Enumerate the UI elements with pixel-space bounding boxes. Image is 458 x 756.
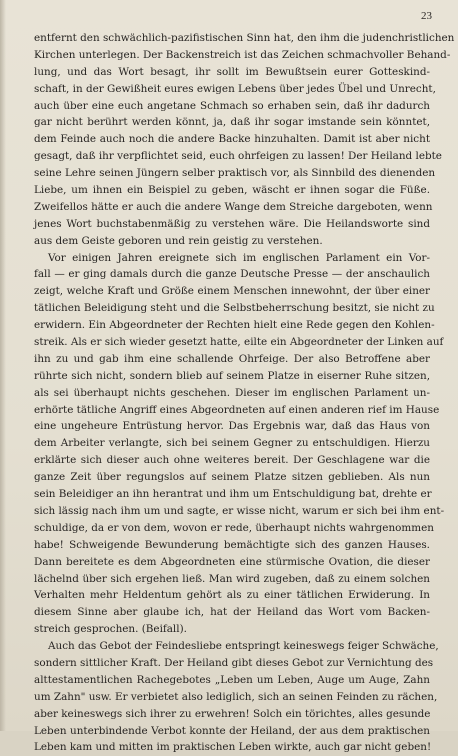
text-line: entfernt den schwächlich-pazifistischen Sinn hat, den ihm die judenchristlichen (34, 32, 455, 44)
text-line: schuldige, da er von dem, wovon er rede, überhaupt nichts wahrgenommen (34, 521, 434, 534)
text-line: rührte sich nicht, sondern blieb auf seinem Platze in eiserner Ruhe sitzen, (34, 369, 430, 382)
text-line: erhörte tätliche Angriff eines Abgeordneten auf einen anderen rief im Hause (34, 403, 440, 416)
text-line: sondern sittlicher Kraft. Der Heiland gibt dieses Gebot zur Vernichtung des (34, 656, 434, 669)
paragraph (34, 250, 445, 638)
text-line: Leben unterbindende Verbot konnte der Heiland, der aus dem praktischen (34, 724, 430, 737)
text-line: sich lässig nach ihm um und sagte, er wisse nicht, warum er sich bei ihm ent- (34, 504, 445, 517)
text-line: ihn zu und gab ihm eine schallende Ohrfeige. Der also Betroffene aber (34, 352, 430, 365)
text-line: um Zahn" usw. Er verbietet also lediglich, sich an seinen Feinden zu rächen, (34, 690, 438, 703)
text-line: auch über eine euch angetane Schmach so erhaben sein, daß ihr dadurch (34, 99, 430, 112)
text-line: seine Lehre seinen Jüngern selber praktisch vor, als Sinnbild des dienenden (34, 167, 436, 180)
page-number: 23 (421, 10, 432, 22)
text-line: alttestamentlichen Rachegebotes „Leben um Leben, Auge um Auge, Zahn (34, 673, 430, 686)
text-line: sein Beleidiger an ihn herantrat und ihm um Entschuldigung bat, drehte er (34, 488, 432, 501)
text-line: Zweifellos hätte er auch die andere Wange dem Streiche dargeboten, wenn (34, 200, 433, 213)
text-line: Leben kam und mitten im praktischen Leben wirkte, auch gar nicht geben! (34, 741, 432, 754)
text-line: Verhalten mehr Heldentum gehört als zu einer tätlichen Erwiderung. In (34, 589, 430, 602)
text-line: zeigt, welche Kraft und Größe einem Menschen innewohnt, der über einer (34, 285, 430, 298)
text-line: schaft, in der Gewißheit eures ewigen Lebens über jedes Übel und Unrecht, (34, 82, 436, 95)
text-line: tätlichen Beleidigung steht und die Selbstbeherrschung besitzt, sie nicht zu (34, 302, 435, 315)
text-line: Dann bereitete es dem Abgeordneten eine stürmische Ovation, die dieser (34, 555, 430, 568)
paragraph (34, 30, 455, 250)
text-line: lächelnd über sich ergehen ließ. Man wird zugeben, daß zu einem solchen (34, 572, 430, 585)
text-line: jenes Wort buchstabenmäßig zu verstehen wäre. Die Heilandsworte sind (34, 217, 430, 230)
text-line: eine ungeheure Entrüstung hervor. Das Ergebnis war, daß das Haus von (34, 420, 430, 433)
text-line: aber keineswegs sich ihrer zu erwehren! Solch ein törichtes, alles gesunde (34, 707, 431, 720)
text-line: erklärte sich dieser auch ohne weiteres bereit. Der Geschlagene war die (34, 454, 430, 467)
text-line: ganze Zeit über regungslos auf seinem Platze sitzen geblieben. Als nun (34, 471, 430, 484)
text-line: aus dem Geiste geboren und rein geistig zu verstehen. (34, 234, 323, 247)
text-line: fall — er ging damals durch die ganze Deutsche Presse — der anschaulich (34, 268, 430, 281)
text-line: als sei überhaupt nichts geschehen. Dieser im englischen Parlament un- (34, 386, 430, 399)
text-line: Liebe, um ihnen ein Beispiel zu geben, wäscht er ihnen sogar die Füße. (34, 184, 430, 197)
page-binding-shadow (0, 0, 6, 731)
text-line: Vor einigen Jahren ereignete sich im englischen Parlament ein Vor- (48, 251, 430, 264)
text-line: Kirchen unterlegen. Der Backenstreich ist das Zeichen schmachvoller Behand- (34, 48, 451, 61)
text-line: habe! Schweigende Bewunderung bemächtigte sich des ganzen Hauses. (34, 538, 430, 551)
text-line: gar nicht berührt werden könnt, ja, daß ihr sogar imstande sein könntet, (34, 116, 430, 129)
text-line: diesem Sinne aber glaube ich, hat der Heiland das Wort vom Backen- (34, 606, 430, 619)
text-line: streik. Als er sich wieder gesetzt hatte, eilte ein Abgeordneter der Linken auf (34, 336, 444, 349)
text-line: streich gesprochen. (Beifall). (34, 623, 187, 636)
text-line: dem Feinde auch noch die andere Backe hinzuhalten. Damit ist aber nicht (34, 133, 430, 146)
paragraph (34, 638, 439, 756)
text-line: erwidern. Ein Abgeordneter der Rechten hielt eine Rede gegen den Kohlen- (34, 319, 435, 332)
text-line: Auch das Gebot der Feindesliebe entspringt keineswegs feiger Schwäche, (48, 640, 439, 653)
body-text (34, 30, 455, 756)
text-line: gesagt, daß ihr verpflichtet seid, euch ohrfeigen zu lassen! Der Heiland lebte (34, 150, 442, 163)
text-line: lung, und das Wort besagt, ihr sollt im Bewußtsein eurer Gotteskind- (34, 65, 430, 78)
text-line: dem Arbeiter verlangte, sich bei seinem Gegner zu entschuldigen. Hierzu (34, 437, 430, 450)
